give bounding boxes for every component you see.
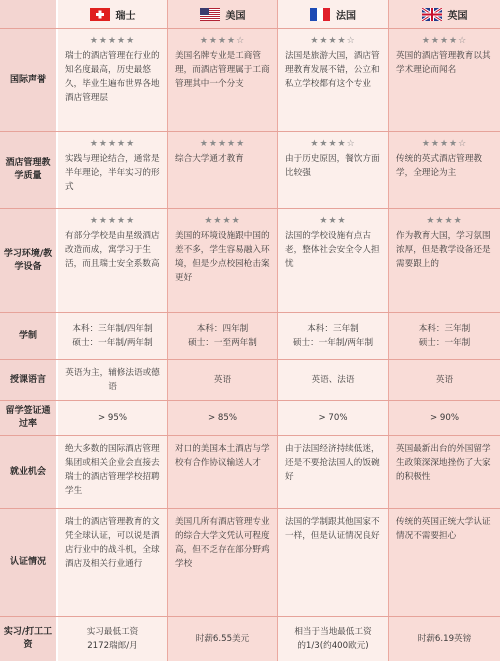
cell-text: > 95% xyxy=(97,413,128,423)
table-cell xyxy=(168,509,278,616)
table-cell xyxy=(58,436,168,508)
rating-stars: ★★★★★ xyxy=(89,216,136,226)
cell-text: > 85% xyxy=(207,413,238,423)
column-header-usa xyxy=(168,0,278,28)
cell-text: 美国的环境设施跟中国的差不多，学生容易融入环境，但是少点校园枪击案更好 xyxy=(175,231,270,283)
table-cell xyxy=(278,509,389,616)
cell-text: 由于历史原因，餐饮方面比较强 xyxy=(285,154,380,178)
cell-text: 硕士：一至两年制 xyxy=(188,338,257,348)
table-cell xyxy=(389,436,500,508)
cell-text: 英语 xyxy=(213,375,232,385)
cell-text: 本科：三年制 xyxy=(418,324,471,334)
column-header-label: 法国 xyxy=(336,10,356,22)
cell-text: 法国的学制跟其他国家不一样，但是认证情况良好 xyxy=(285,517,380,541)
table-cell xyxy=(168,313,278,359)
table-cell xyxy=(168,209,278,312)
cell-text: 硕士：一年制/两年制 xyxy=(292,338,374,348)
table-row-recognition xyxy=(0,509,500,616)
cell-text: 硕士：一年制/两年制 xyxy=(72,338,153,348)
table-cell xyxy=(278,209,389,312)
table-row-reputation xyxy=(0,29,500,131)
cell-text: 法国的学校设施有点古老，整体社会安全令人担忧 xyxy=(285,231,380,269)
table-cell xyxy=(168,360,278,400)
cell-text: 作为教育大国，学习氛围浓厚，但是教学设备还是需要跟上的 xyxy=(396,231,491,269)
cell-text: 本科：三年制 xyxy=(307,324,359,334)
table-row-teaching-quality xyxy=(0,132,500,208)
table-cell xyxy=(58,617,168,661)
cell-text: 瑞士的酒店管理在行业的知名度最高，历史最悠久，毕业生遍布世界各地酒店管理层 xyxy=(65,51,160,103)
cell-text: 实践与理论结合，通常是半年理论，半年实习的形式 xyxy=(65,154,160,192)
table-row-language xyxy=(0,360,500,400)
cell-text: 对口的美国本土酒店与学校有合作协议输送人才 xyxy=(175,444,270,468)
table-cell xyxy=(389,617,500,661)
cell-text: > 90% xyxy=(429,413,460,423)
row-label: 酒店管理教学质量 xyxy=(0,132,58,208)
table-cell xyxy=(278,436,389,508)
france-flag-icon xyxy=(310,8,330,21)
cell-text: 美国名牌专业是工商管理，而酒店管理属于工商管理其中一个分支 xyxy=(175,51,270,89)
switzerland-flag-icon xyxy=(90,8,110,21)
cell-text: 相当于当地最低工资 xyxy=(294,627,372,637)
rating-stars: ★★★★ xyxy=(204,216,241,226)
table-cell xyxy=(278,132,389,208)
cell-text: 绝大多数的国际酒店管理集团或相关企业会直接去瑞士的酒店管理学校招聘学生 xyxy=(65,444,160,496)
row-label: 就业机会 xyxy=(0,436,58,508)
cell-text: 本科：四年制 xyxy=(196,324,249,334)
uk-flag-icon xyxy=(422,8,442,21)
table-cell xyxy=(389,401,500,435)
rating-stars: ★★★★☆ xyxy=(310,36,356,46)
table-cell xyxy=(168,617,278,661)
table-cell xyxy=(389,509,500,616)
table-cell xyxy=(58,209,168,312)
cell-text: 传统的英国正统大学认证情况不需要担心 xyxy=(396,517,491,541)
column-header-france xyxy=(278,0,389,28)
table-cell xyxy=(389,360,500,400)
column-header-label: 瑞士 xyxy=(115,10,136,22)
cell-text: 传统的英式酒店管理教学，全理论为主 xyxy=(396,154,482,178)
table-cell xyxy=(168,29,278,131)
table-cell xyxy=(278,401,389,435)
column-header-uk xyxy=(389,0,500,28)
cell-text: 2172瑞郎/月 xyxy=(87,641,138,651)
table-cell xyxy=(389,209,500,312)
cell-text: 时薪6.19英镑 xyxy=(417,634,472,644)
usa-flag-icon xyxy=(200,8,220,21)
column-header-label: 英国 xyxy=(447,10,468,22)
cell-text: 本科：三年制/四年制 xyxy=(72,324,153,334)
table-row-visa xyxy=(0,401,500,435)
cell-text: 硕士：一年制 xyxy=(418,338,471,348)
row-label: 国际声誉 xyxy=(0,29,58,131)
cell-text: 英国最新出台的外国留学生政策深深地挫伤了大家的积极性 xyxy=(396,444,491,482)
cell-text: 英国的酒店管理教育以其学术理论而闻名 xyxy=(396,51,491,75)
row-label: 学制 xyxy=(0,313,58,359)
row-label: 授课语言 xyxy=(0,360,58,400)
table-cell xyxy=(278,313,389,359)
table-cell xyxy=(58,360,168,400)
cell-text: 英语为主，辅修法语或德语 xyxy=(65,368,160,392)
rating-stars: ★★★★★ xyxy=(89,139,136,149)
cell-text: 由于法国经济持续低迷，还是不要抢法国人的饭碗好 xyxy=(285,444,380,482)
corner-cell xyxy=(0,0,58,28)
rating-stars: ★★★★★ xyxy=(199,139,246,149)
row-label: 认证情况 xyxy=(0,509,58,616)
table-cell xyxy=(168,132,278,208)
cell-text: 英语 xyxy=(435,375,454,385)
table-cell xyxy=(278,617,389,661)
table-row-employment xyxy=(0,436,500,508)
cell-text: 有部分学校是由星级酒店改造而成，寓学习于生活，而且瑞士安全系数高 xyxy=(65,231,160,269)
rating-stars: ★★★★☆ xyxy=(310,139,356,149)
rating-stars: ★★★★☆ xyxy=(199,36,246,46)
table-cell xyxy=(278,360,389,400)
cell-text: 时薪6.55美元 xyxy=(195,634,250,644)
cell-text: 法国是旅游大国，酒店管理教育发展不错，公立和私立学校都有这个专业 xyxy=(285,51,380,89)
column-header-label: 美国 xyxy=(225,10,246,22)
table-row-internship xyxy=(0,617,500,661)
row-label: 实习/打工工资 xyxy=(0,617,58,661)
table-header-row xyxy=(0,0,500,28)
cell-text: 英语、法语 xyxy=(311,375,355,385)
rating-stars: ★★★★☆ xyxy=(421,139,468,149)
table-row-duration xyxy=(0,313,500,359)
cell-text: 实习最低工资 xyxy=(86,627,139,637)
row-label: 留学签证通过率 xyxy=(0,401,58,435)
cell-text: 美国几所有酒店管理专业的综合大学文凭认可程度高，但不乏存在部分野鸡学校 xyxy=(175,517,270,569)
row-label: 学习环境/教学设备 xyxy=(0,209,58,312)
table-cell xyxy=(58,313,168,359)
table-cell xyxy=(389,313,500,359)
table-cell xyxy=(389,132,500,208)
table-cell xyxy=(278,29,389,131)
cell-text: > 70% xyxy=(318,413,348,423)
table-cell xyxy=(58,401,168,435)
table-cell xyxy=(58,29,168,131)
cell-text: 瑞士的酒店管理教育的文凭全球认证，可以说是酒店行业中的战斗机，全球酒店及相关行业通行 xyxy=(65,517,160,569)
rating-stars: ★★★★☆ xyxy=(421,36,468,46)
table-cell xyxy=(389,29,500,131)
table-cell xyxy=(58,509,168,616)
rating-stars: ★★★★★ xyxy=(89,36,136,46)
column-header-switzerland xyxy=(58,0,168,28)
cell-text: 的1/3(约400欧元) xyxy=(297,641,369,651)
table-row-environment xyxy=(0,209,500,312)
table-cell xyxy=(168,401,278,435)
table-cell xyxy=(58,132,168,208)
table-cell xyxy=(168,436,278,508)
rating-stars: ★★★ xyxy=(319,216,347,226)
cell-text: 综合大学通才教育 xyxy=(175,154,244,164)
rating-stars: ★★★★ xyxy=(426,216,463,226)
